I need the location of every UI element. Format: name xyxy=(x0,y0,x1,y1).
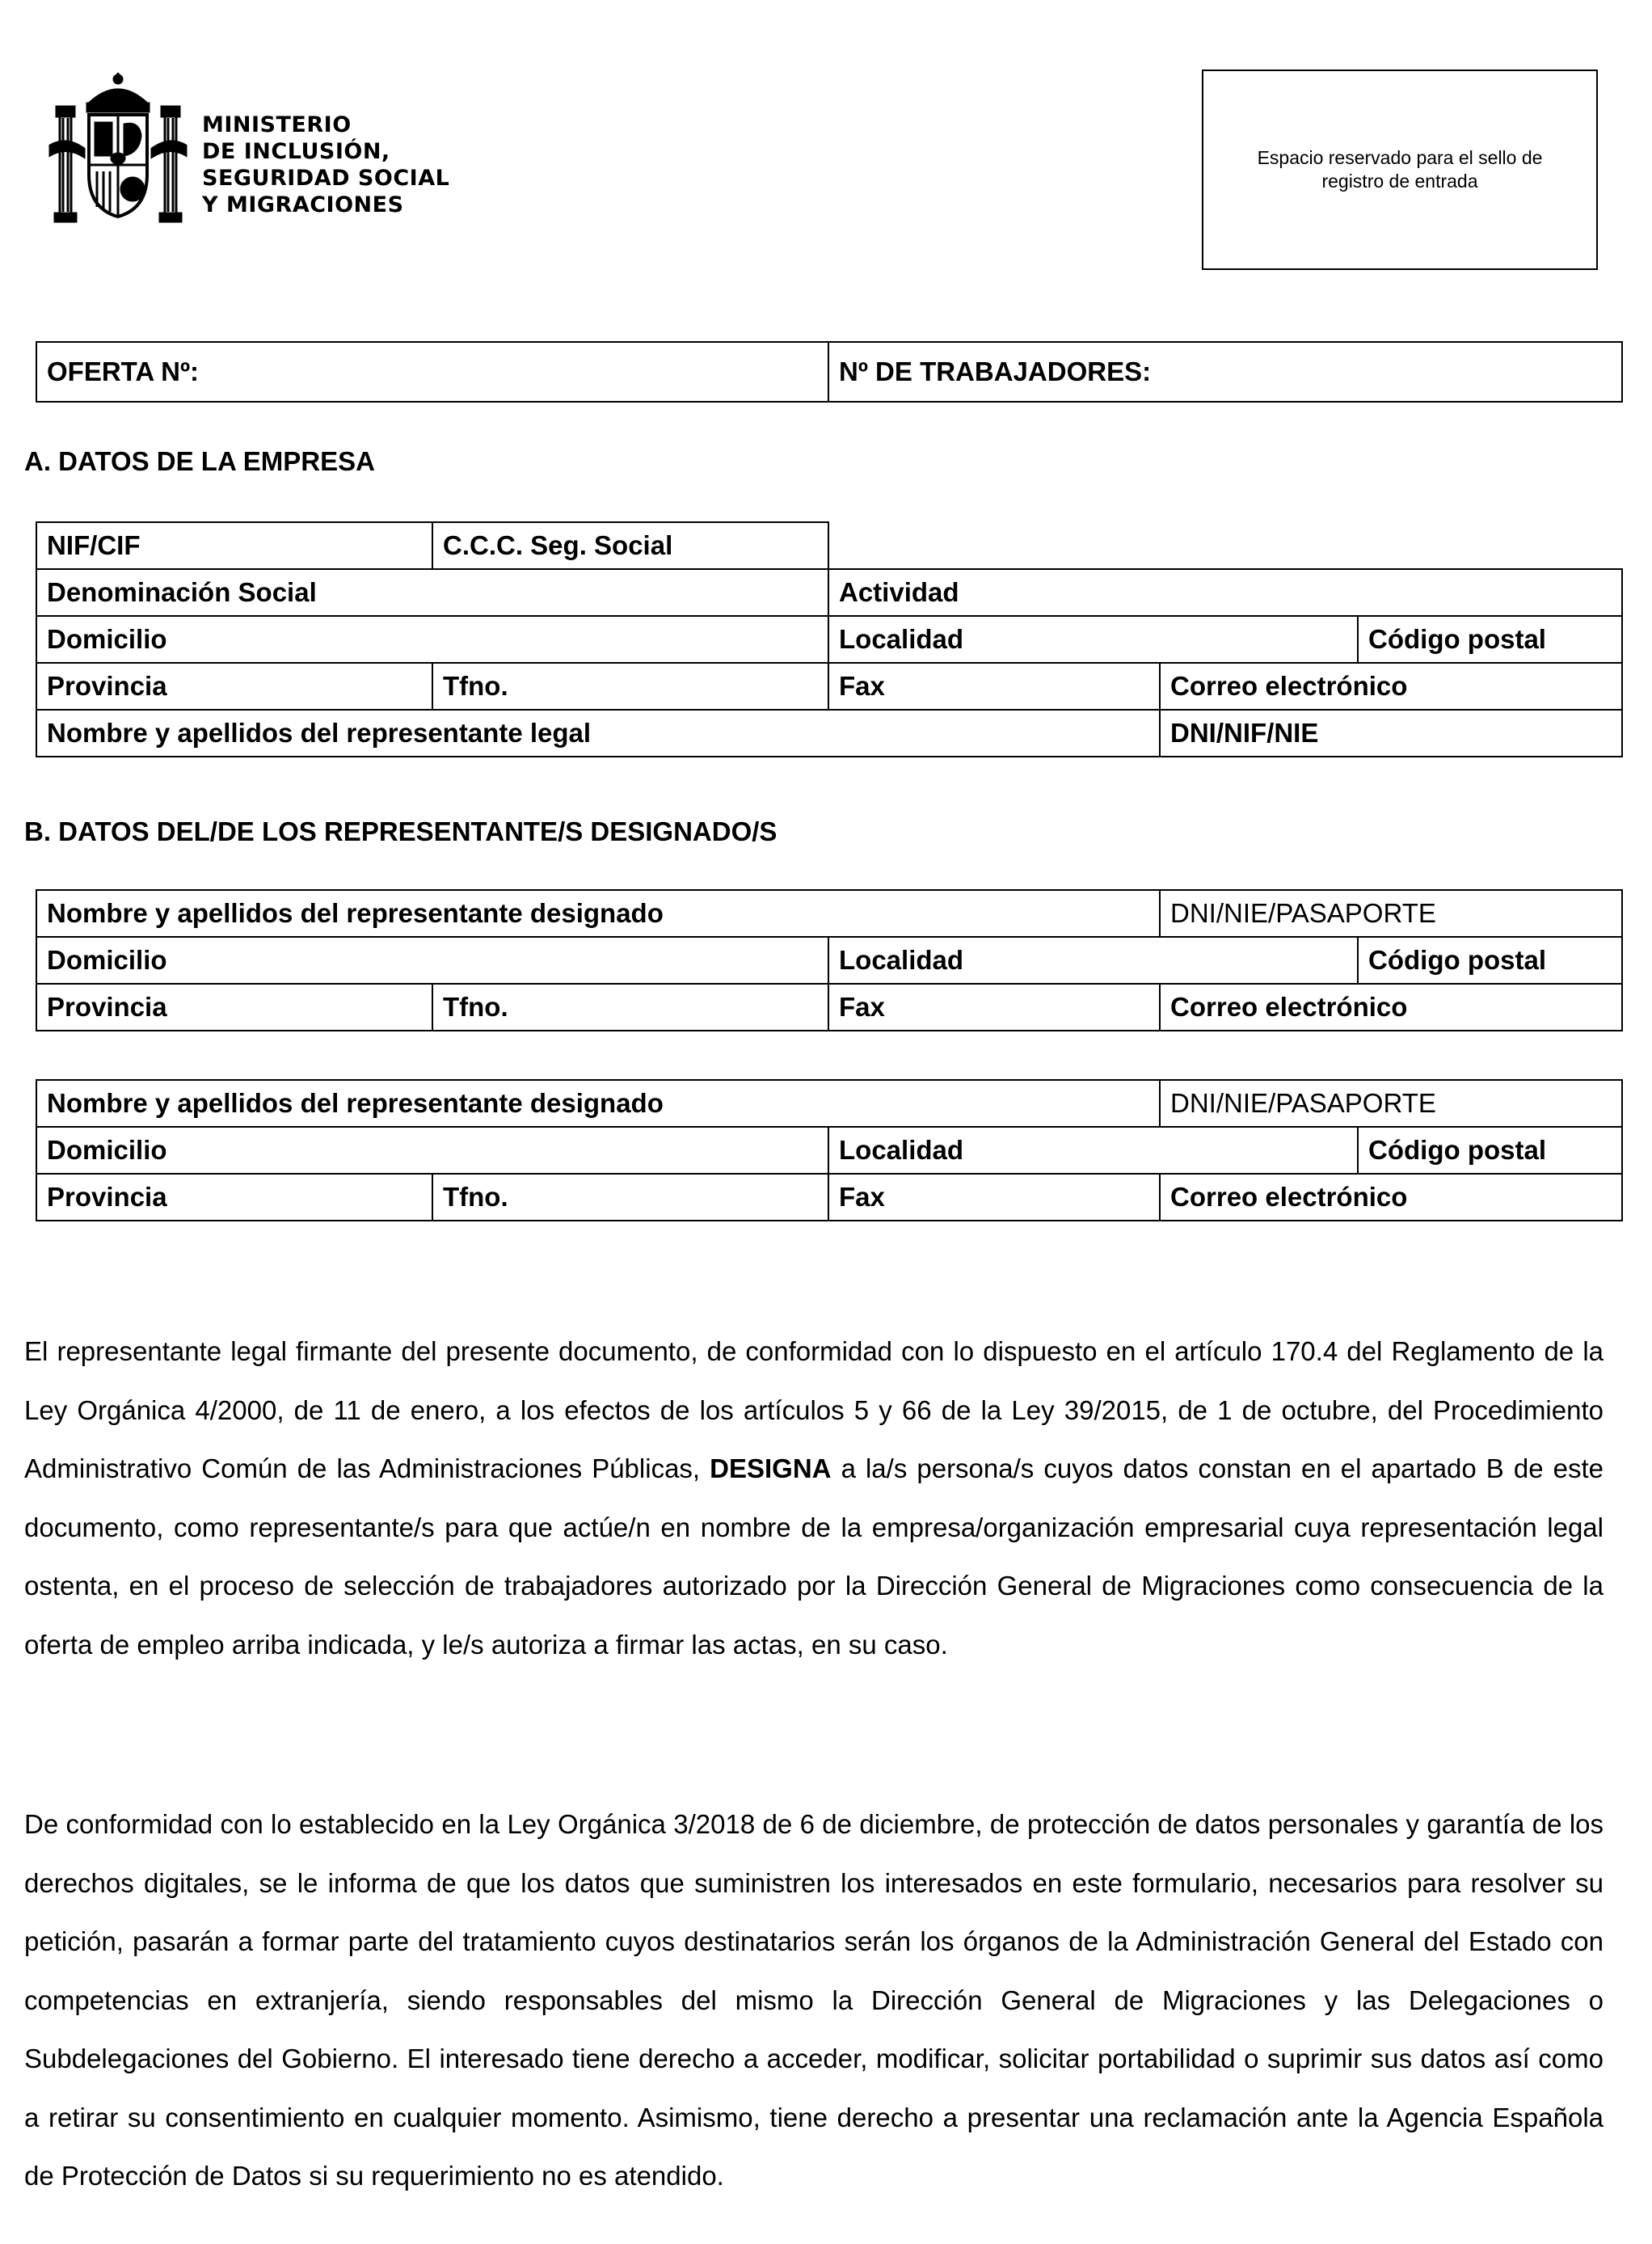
company-name-field[interactable] xyxy=(36,569,828,616)
stamp-box-text: Espacio reservado para el sello de registro de entrada xyxy=(1257,147,1543,192)
company-name-label: Denominación Social xyxy=(47,577,317,607)
data-protection-paragraph xyxy=(24,1795,1604,2206)
workers-count-field[interactable] xyxy=(828,342,1622,402)
legal-rep-id-field[interactable] xyxy=(1160,710,1622,757)
workers-count-label: Nº DE TRABAJADORES: xyxy=(839,356,1152,386)
province-label: Provincia xyxy=(47,671,167,701)
legal-representative-label: Nombre y apellidos del representante legal xyxy=(47,718,592,748)
empty-cell xyxy=(828,522,1622,569)
postal-code-label: Código postal xyxy=(1368,624,1546,654)
designated-representative-table xyxy=(36,1079,1623,1221)
company-data-table xyxy=(36,521,1623,757)
ccc-label: C.C.C. Seg. Social xyxy=(443,530,673,560)
designated-province-field[interactable] xyxy=(36,984,432,1031)
designated-email-field[interactable] xyxy=(1160,1174,1622,1221)
offer-table xyxy=(36,341,1623,403)
designation-text-start: El representante legal firmante del presente documento, de conformidad con lo dispuesto en el artículo 170.4 del Reglamento de la Ley Orgánica 4/2000, de 11 de enero, a los efectos de los artículos 5 y 66 de la Ley 39/2015, de 1 de octubre, del Procedimiento Administrativo Común de las Administraciones Públicas, xyxy=(24,1336,1604,1483)
designated-fax-field[interactable] xyxy=(828,984,1160,1031)
page-header xyxy=(0,0,1652,291)
data-protection-text: De conformidad con lo establecido en la Ley Orgánica 3/2018 de 6 de diciembre, de protección de datos personales y garantía de los derechos digitales, se le informa de que los datos que suministren los interesados en este formulario, necesarios para resolver su petición, pasarán a formar parte del tratamiento cuyos destinatarios serán los órganos de la Administración General del Estado con competencias en extranjería, siendo responsables del mismo la Dirección General de Migraciones y las Delegaciones o Subdelegaciones del Gobierno. El interesado tiene derecho a acceder, modificar, solicitar portabilidad o suprimir sus datos así como a retirar su consentimiento en cualquier momento. Asimismo, tiene derecho a presentar una reclamación ante la Agencia Española de Protección de Datos si su requerimiento no es atendido. xyxy=(24,1809,1604,2191)
email-field[interactable] xyxy=(1160,663,1622,710)
designated-locality-field[interactable] xyxy=(828,1127,1358,1174)
designated-address-label: Domicilio xyxy=(47,1135,167,1165)
nif-cif-field[interactable] xyxy=(36,522,432,569)
designated-fax-field[interactable] xyxy=(828,1174,1160,1221)
designated-postal-code-label: Código postal xyxy=(1368,945,1546,975)
designated-representative-table xyxy=(36,889,1623,1031)
legal-rep-id-label: DNI/NIF/NIE xyxy=(1170,718,1319,748)
ccc-field[interactable] xyxy=(432,522,828,569)
ministry-name xyxy=(202,112,449,218)
locality-field[interactable] xyxy=(828,616,1358,663)
designated-postal-code-field[interactable] xyxy=(1358,937,1622,984)
nif-cif-label: NIF/CIF xyxy=(47,530,141,560)
designated-id-label: DNI/NIE/PASAPORTE xyxy=(1170,1088,1436,1118)
designated-name-label: Nombre y apellidos del representante designado xyxy=(47,1088,664,1118)
address-label: Domicilio xyxy=(47,624,167,654)
locality-label: Localidad xyxy=(839,624,964,654)
ministry-line: Y MIGRACIONES xyxy=(202,192,404,217)
coat-of-arms-icon xyxy=(42,71,194,226)
legal-representative-field[interactable] xyxy=(36,710,1160,757)
offer-number-field[interactable] xyxy=(36,342,828,402)
phone-field[interactable] xyxy=(432,663,828,710)
offer-number-label: OFERTA Nº: xyxy=(47,356,200,386)
designated-address-field[interactable] xyxy=(36,1127,828,1174)
email-label: Correo electrónico xyxy=(1170,671,1408,701)
designation-text-end: a la/s persona/s cuyos datos constan en el apartado B de este documento, como representante/s para que actúe/n en nombre de la empresa/organización empresarial cuya representación legal ostenta, en el proceso de selección de trabajadores autorizado por la Dirección General de Migraciones como consecuencia de la oferta de empleo arriba indicada, y le/s autoriza a firmar las actas, en su caso. xyxy=(24,1453,1604,1660)
designated-email-label: Correo electrónico xyxy=(1170,992,1408,1022)
activity-field[interactable] xyxy=(828,569,1622,616)
designated-phone-label: Tfno. xyxy=(443,992,508,1022)
ministry-line: DE INCLUSIÓN, xyxy=(202,139,390,164)
ministry-line: SEGURIDAD SOCIAL xyxy=(202,166,450,191)
section-a-heading: A. DATOS DE LA EMPRESA xyxy=(24,446,375,476)
postal-code-field[interactable] xyxy=(1358,616,1622,663)
designated-phone-label: Tfno. xyxy=(443,1182,508,1212)
designated-name-field[interactable] xyxy=(36,890,1160,937)
designated-id-label: DNI/NIE/PASAPORTE xyxy=(1170,898,1436,928)
designated-id-field[interactable] xyxy=(1160,890,1622,937)
designated-province-label: Provincia xyxy=(47,1182,167,1212)
designa-keyword: DESIGNA xyxy=(710,1453,832,1483)
activity-label: Actividad xyxy=(839,577,959,607)
designated-phone-field[interactable] xyxy=(432,984,828,1031)
designated-locality-field[interactable] xyxy=(828,937,1358,984)
address-field[interactable] xyxy=(36,616,828,663)
designated-address-field[interactable] xyxy=(36,937,828,984)
phone-label: Tfno. xyxy=(443,671,508,701)
designated-id-field[interactable] xyxy=(1160,1080,1622,1127)
province-field[interactable] xyxy=(36,663,432,710)
designated-province-label: Provincia xyxy=(47,992,167,1022)
section-b-heading: B. DATOS DEL/DE LOS REPRESENTANTE/S DESIGNADO/S xyxy=(24,816,778,846)
ministry-line: MINISTERIO xyxy=(202,112,352,137)
designated-province-field[interactable] xyxy=(36,1174,432,1221)
designated-email-label: Correo electrónico xyxy=(1170,1182,1408,1212)
designated-fax-label: Fax xyxy=(839,992,885,1022)
designated-name-label: Nombre y apellidos del representante designado xyxy=(47,898,664,928)
fax-field[interactable] xyxy=(828,663,1160,710)
designated-address-label: Domicilio xyxy=(47,945,167,975)
designated-postal-code-field[interactable] xyxy=(1358,1127,1622,1174)
designated-name-field[interactable] xyxy=(36,1080,1160,1127)
designated-postal-code-label: Código postal xyxy=(1368,1135,1546,1165)
designated-locality-label: Localidad xyxy=(839,1135,964,1165)
designated-email-field[interactable] xyxy=(1160,984,1622,1031)
designated-locality-label: Localidad xyxy=(839,945,964,975)
designation-paragraph xyxy=(24,1322,1604,1674)
designated-phone-field[interactable] xyxy=(432,1174,828,1221)
designated-fax-label: Fax xyxy=(839,1182,885,1212)
fax-label: Fax xyxy=(839,671,885,701)
entry-stamp-box xyxy=(1202,70,1598,270)
